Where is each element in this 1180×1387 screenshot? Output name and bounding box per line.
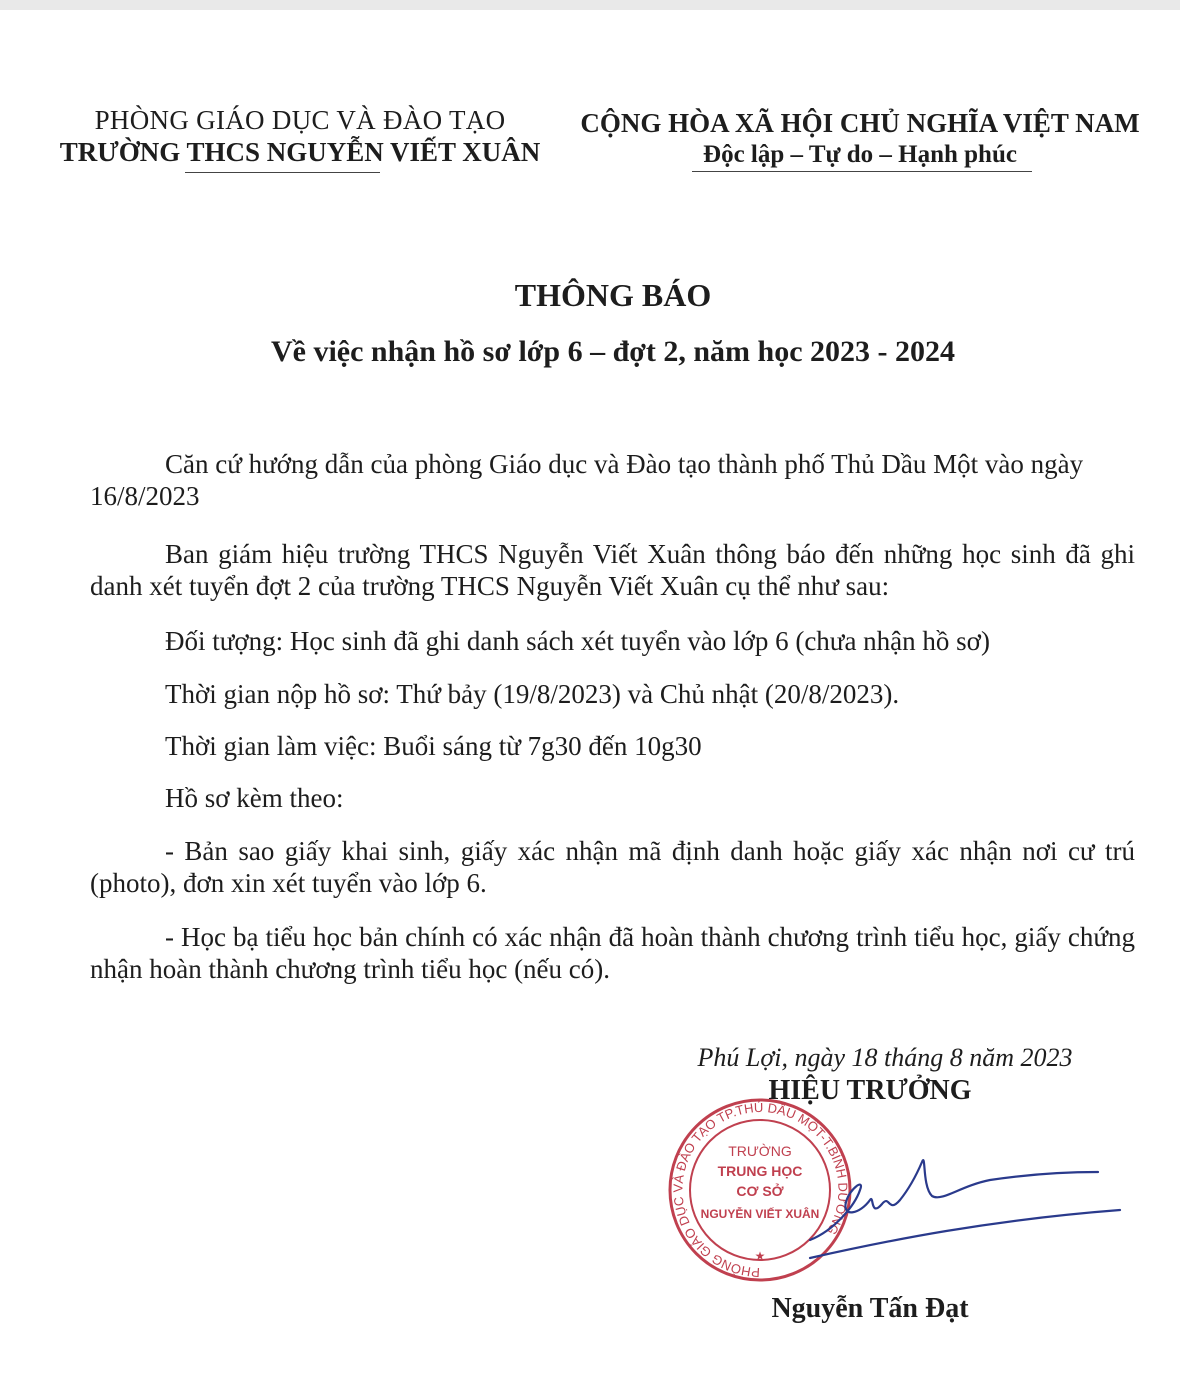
header-right [570,107,1150,171]
signer-name: Nguyễn Tấn Đạt [771,1293,969,1324]
stamp-line-4: NGUYỄN VIẾT XUÂN [700,1207,820,1221]
official-stamp-and-signature [660,1090,1140,1290]
left-header-rule [185,172,380,173]
stamp-ring-text: PHÒNG GIÁO DỤC VÀ ĐÀO TẠO TP.THỦ DẦU MỘT-T.BÌNH DƯƠNG [670,1099,851,1281]
paragraph-documents-item-2: - Học bạ tiểu học bản chính có xác nhận đã hoàn thành chương trình tiểu học, giấy chứng nhận hoàn thành chương trình tiểu học (nếu có). [90,922,1135,984]
top-edge-bar [0,0,1180,10]
paragraph-working-hours: Thời gian làm việc: Buổi sáng từ 7g30 đến 10g30 [165,731,702,761]
official-stamp [670,1100,851,1280]
header-left [40,104,560,168]
country-name: CỘNG HÒA XÃ HỘI CHỦ NGHĨA VIỆT NAM [580,108,1140,138]
paragraph-announcement: Ban giám hiệu trường THCS Nguyễn Viết Xuân thông báo đến những học sinh đã ghi danh xét tuyển đợt 2 của trường THCS Nguyễn Viết Xuân cụ thể như sau: [90,539,1135,601]
handwritten-signature [810,1160,1120,1258]
paragraph-documents-heading: Hồ sơ kèm theo: [165,783,344,813]
stamp-line-3: CƠ SỞ [736,1183,784,1199]
paragraph-target: Đối tượng: Học sinh đã ghi danh sách xét tuyển vào lớp 6 (chưa nhận hồ sơ) [165,626,990,656]
place-and-date: Phú Lợi, ngày 18 tháng 8 năm 2023 [697,1043,1073,1072]
paragraph-submission-time: Thời gian nộp hồ sơ: Thứ bảy (19/8/2023) và Chủ nhật (20/8/2023). [165,679,900,709]
national-motto: Độc lập – Tự do – Hạnh phúc [703,141,1017,168]
document-subtitle: Về việc nhận hồ sơ lớp 6 – đợt 2, năm học 2023 - 2024 [270,335,956,368]
stamp-line-1: TRƯỜNG [728,1143,792,1159]
paragraph-documents-item-1: - Bản sao giấy khai sinh, giấy xác nhận mã định danh hoặc giấy xác nhận nơi cư trú (photo), đơn xin xét tuyển vào lớp 6. [90,836,1135,898]
stamp-star: ★ [754,1249,766,1263]
school-name: TRƯỜNG THCS NGUYỄN VIẾT XUÂN [59,137,541,167]
paragraph-basis: Căn cứ hướng dẫn của phòng Giáo dục và Đào tạo thành phố Thủ Dầu Một vào ngày 16/8/2023 [90,449,1084,511]
right-header-rule [692,171,1032,172]
agency-name: PHÒNG GIÁO DỤC VÀ ĐÀO TẠO [94,105,506,135]
signer-role: HIỆU TRƯỞNG [768,1075,972,1106]
stamp-line-2: TRUNG HỌC [717,1163,803,1179]
document-title: THÔNG BÁO [514,277,712,313]
